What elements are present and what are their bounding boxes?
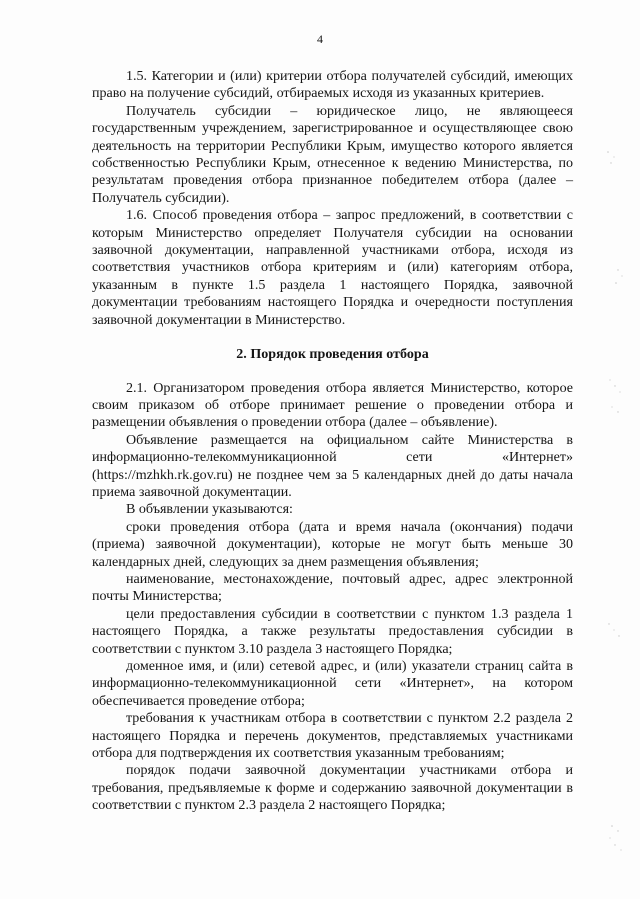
list-item-name-address: наименование, местонахождение, почтовый адрес, адрес электронной почты Министерства; — [92, 570, 573, 605]
list-item-terms: сроки проведения отбора (дата и время начала (окончания) подачи (приема) заявочной документации), которые не могут быть меньше 30 календарных дней, следующих за днем размещения объявления; — [92, 518, 573, 570]
paragraph-2-1: 2.1. Организатором проведения отбора является Министерство, которое своим приказом об отборе принимает решение о проведении отбора и размещении объявления о проведении отбора (далее – объявление). — [92, 379, 573, 431]
paragraph-recipient-definition: Получатель субсидии – юридическое лицо, не являющееся государственным учреждением, зарегистрированное и осуществляющее свою деятельность на территории Республики Крым, имущество которого является собственностью Республики Крым, отнесенное к ведению Министерства, по результатам проведения отбора признанное победителем отбора (далее – Получатель субсидии). — [92, 102, 573, 206]
section-heading: 2. Порядок проведения отбора — [236, 346, 429, 363]
paragraph-1-5: 1.5. Категории и (или) критерии отбора получателей субсидий, имеющих право на получение субсидий, отбираемых исходя из указанных критериев. — [92, 68, 573, 102]
page-number: 4 — [317, 32, 323, 46]
list-item-submission-order: порядок подачи заявочной документации участниками отбора и требования, предъявляемые к форме и содержанию заявочной документации в соответствии с пунктом 2.3 раздела 2 настоящего Порядка; — [92, 762, 573, 814]
list-item-goals: цели предоставления субсидии в соответствии с пунктом 1.3 раздела 1 настоящего Порядка, а также результаты предоставления субсидии в соответствии с пунктом 3.10 раздела 3 настоящего Порядка; — [92, 605, 573, 657]
list-item-requirements: требования к участникам отбора в соответствии с пунктом 2.2 раздела 2 настоящего Порядка и перечень документов, представляемых участниками отбора для подтверждения их соответствия указанным требованиям; — [92, 710, 573, 762]
scan-noise-right — [600, 0, 640, 899]
paragraph-announcement-contents: В объявлении указываются: — [126, 501, 293, 518]
document-body — [92, 68, 573, 815]
list-item-domain: доменное имя, и (или) сетевой адрес, и (или) указатели страниц сайта в информационно-телекоммуникационной сети «Интернет», на котором обеспечивается проведение отбора; — [92, 658, 573, 709]
paragraph-1-6: 1.6. Способ проведения отбора – запрос предложений, в соответствии с которым Министерство определяет Получателя субсидии на основании заявочной документации, направленной участниками отбора, исходя из соответствия участников отбора критериям и (или) категориям отбора, указанным в пункте 1.5 раздела 1 настоящего Порядка, заявочной документации требованиям настоящего Порядка и очередности поступления заявочной документации в Министерство. — [92, 207, 573, 328]
paragraph-announcement: Объявление размещается на официальном сайте Министерства в информационно-телекоммуникационной сети «Интернет» (https://mzhkh.rk.gov.ru) не позднее чем за 5 календарных дней до даты начала приема заявочной документации. — [92, 431, 573, 500]
